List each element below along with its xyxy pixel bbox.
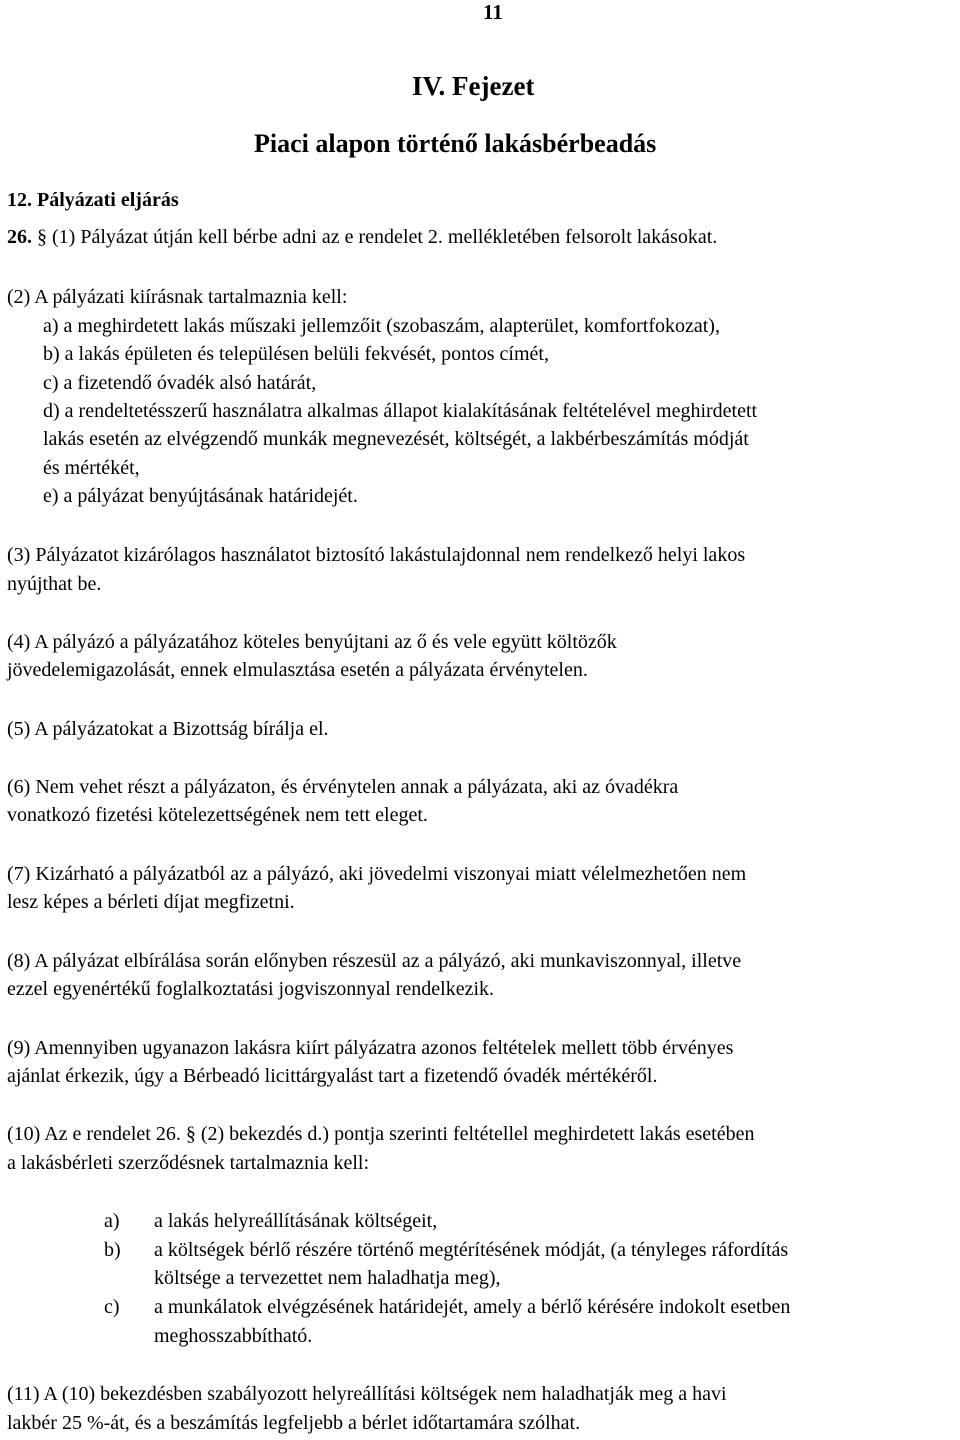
paragraph-7-line2: lesz képes a bérleti díjat megfizetni.	[7, 891, 295, 913]
section-sign: §	[37, 226, 47, 248]
chapter-heading: IV. Fejezet	[412, 71, 535, 101]
list-text-a: a lakás helyreállításának költségeit,	[154, 1210, 438, 1232]
paragraph-3-line1: (3) Pályázatot kizárólagos használatot biztosító lakástulajdonnal nem rendelkező helyi lakos	[7, 544, 746, 566]
list-item-b: b) a lakás épületen és településen belüli fekvését, pontos címét,	[43, 343, 549, 365]
list-item-c: c) a fizetendő óvadék alsó határát,	[43, 372, 317, 394]
paragraph-7-line1: (7) Kizárható a pályázatból az a pályázó, aki jövedelmi viszonyai miatt vélelmezhetően nem	[7, 863, 747, 885]
list-item-d-line1: d) a rendeltetésszerű használatra alkalmas állapot kialakításának feltételével meghirdetett	[43, 400, 758, 422]
list-text-c-line1: a munkálatok elvégzésének határidejét, amely a bérlő kérésére indokolt esetben	[154, 1296, 791, 1318]
page-number: 11	[483, 0, 503, 24]
paragraph-2-intro: (2) A pályázati kiírásnak tartalmaznia kell:	[7, 286, 348, 308]
list-text-b-line2: költsége a tervezettet nem haladhatja meg),	[154, 1267, 501, 1289]
paragraph-11-line1: (11) A (10) bekezdésben szabályozott helyreállítási költségek nem haladhatják meg a havi	[7, 1383, 727, 1405]
paragraph-8-line1: (8) A pályázat elbírálása során előnyben részesül az a pályázó, aki munkaviszonnyal, illetve	[7, 950, 742, 972]
list-text-b-line1: a költségek bérlő részére történő megtérítésének módját, (a tényleges ráfordítás	[154, 1239, 789, 1261]
paragraph-26-1	[7, 227, 717, 247]
list-label-b: b)	[104, 1239, 121, 1261]
subsection-heading: 12. Pályázati eljárás	[7, 189, 179, 211]
paragraph-9-line2: ajánlat érkezik, úgy a Bérbeadó licittárgyalást tart a fizetendő óvadék mértékéről.	[7, 1065, 658, 1087]
article-number: 26.	[7, 226, 32, 248]
list-item-e: e) a pályázat benyújtásának határidejét.	[43, 485, 358, 507]
paragraph-6-line1: (6) Nem vehet részt a pályázaton, és érvénytelen annak a pályázata, aki az óvadékra	[7, 776, 679, 798]
list-label-c: c)	[104, 1296, 120, 1318]
paragraph-8-line2: ezzel egyenértékű foglalkoztatási jogviszonnyal rendelkezik.	[7, 978, 495, 1000]
list-text-c-line2: meghosszabbítható.	[154, 1325, 313, 1347]
paragraph-10-line2: a lakásbérleti szerződésnek tartalmaznia kell:	[7, 1152, 370, 1174]
paragraph-4-line2: jövedelemigazolását, ennek elmulasztása esetén a pályázata érvénytelen.	[7, 659, 588, 681]
list-label-a: a)	[104, 1210, 120, 1232]
section-title: Piaci alapon történő lakásbérbeadás	[254, 129, 657, 158]
paragraph-9-line1: (9) Amennyiben ugyanazon lakásra kiírt pályázatra azonos feltételek mellett több érvényes	[7, 1037, 734, 1059]
paragraph-6-line2: vonatkozó fizetési kötelezettségének nem tett eleget.	[7, 804, 428, 826]
paragraph-5: (5) A pályázatokat a Bizottság bírálja el.	[7, 718, 329, 740]
paragraph-11-line2: lakbér 25 %-át, és a beszámítás legfeljebb a bérlet időtartamára szólhat.	[7, 1412, 581, 1434]
paragraph-10-line1: (10) Az e rendelet 26. § (2) bekezdés d.) pontja szerinti feltétellel meghirdetett lakás esetében	[7, 1123, 755, 1145]
list-item-d-line2: lakás esetén az elvégzendő munkák megnevezését, költségét, a lakbérbeszámítás módját	[43, 428, 749, 450]
paragraph-text: (1) Pályázat útján kell bérbe adni az e rendelet 2. mellékletében felsorolt lakásokat.	[52, 226, 718, 248]
list-item-a: a) a meghirdetett lakás műszaki jellemzőit (szobaszám, alapterület, komfortfokozat),	[43, 315, 720, 337]
list-item-d-line3: és mértékét,	[43, 457, 140, 479]
paragraph-3-line2: nyújthat be.	[7, 573, 102, 595]
paragraph-4-line1: (4) A pályázó a pályázatához köteles benyújtani az ő és vele együtt költözők	[7, 631, 617, 653]
